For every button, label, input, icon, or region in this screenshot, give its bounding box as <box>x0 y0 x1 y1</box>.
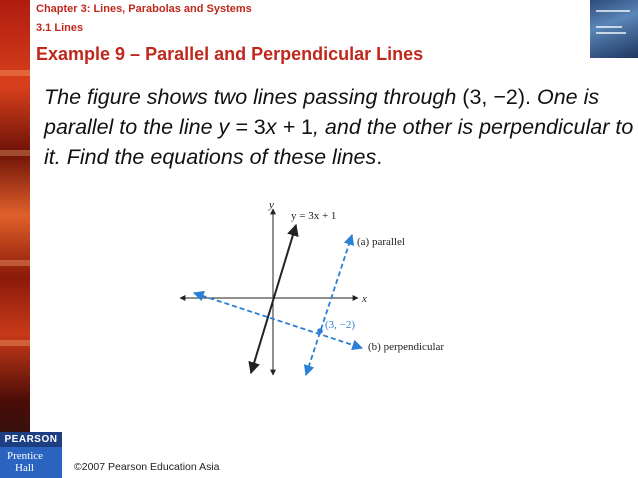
problem-constant: 1 <box>301 115 313 139</box>
copyright-notice: ©2007 Pearson Education Asia <box>74 461 220 473</box>
x-axis-label: x <box>362 293 367 305</box>
problem-point: (3, −2). <box>462 85 532 109</box>
section-heading: 3.1 Lines <box>36 22 84 34</box>
problem-statement <box>44 82 634 172</box>
problem-text-1: The figure shows two lines passing through <box>44 85 463 109</box>
publisher-line1: Prentice <box>7 450 44 462</box>
decorative-sidebar <box>0 0 30 478</box>
slide-title: Example 9 – Parallel and Perpendicular Lines <box>36 44 424 64</box>
perpendicular-label: (b) perpendicular <box>368 341 445 353</box>
problem-text-2: One is parallel to the line y = <box>44 85 600 139</box>
publisher-line2: Hall <box>15 462 34 474</box>
given-line-label: y = 3x + 1 <box>291 210 337 222</box>
problem-slope: 3 <box>253 115 266 139</box>
book-cover-thumbnail <box>590 0 638 58</box>
publisher-logo-top: PEARSON <box>0 432 62 447</box>
problem-text-4: , and the other is perpendicular to it. Find the equations of these lines <box>44 115 634 169</box>
point-label: (3, −2) <box>325 319 356 331</box>
chapter-heading: Chapter 3: Lines, Parabolas and Systems <box>36 3 252 15</box>
problem-period: . <box>376 145 383 169</box>
publisher-logo-bottom <box>0 447 62 478</box>
y-axis-label: y <box>269 199 274 211</box>
intersection-point <box>317 328 323 334</box>
problem-text-3: x + <box>265 115 301 139</box>
lines-figure <box>170 195 470 380</box>
publisher-logo <box>0 432 62 478</box>
parallel-label: (a) parallel <box>357 236 405 248</box>
parallel-line <box>306 235 352 375</box>
